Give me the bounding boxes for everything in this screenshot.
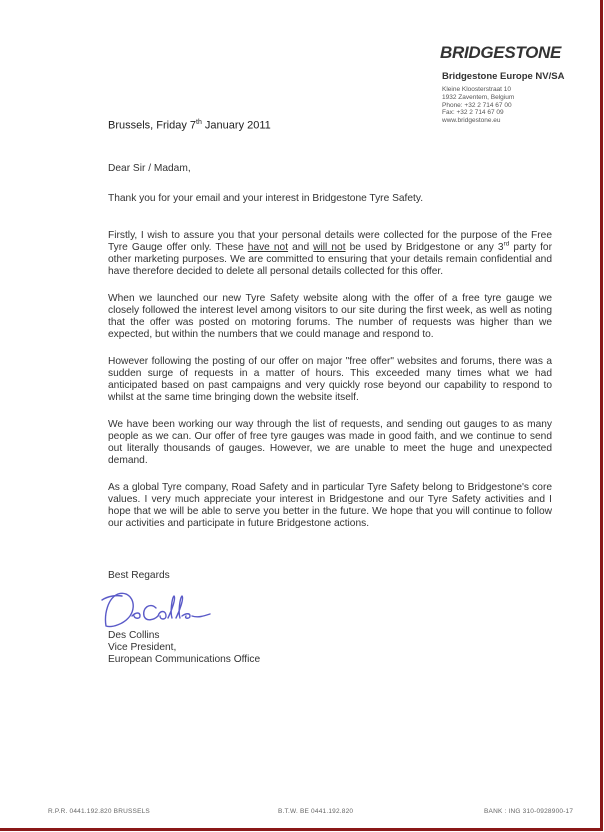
address-fax: Fax: +32 2 714 67 09 [442,109,504,117]
bridgestone-logo: BRIDGESTONE [440,43,562,62]
p1-underline-a: have not [247,242,289,253]
date-suffix: th [196,119,202,126]
paragraph-privacy [108,230,552,278]
letter-date [108,119,271,132]
date-rest: January 2011 [201,119,271,132]
closing: Best Regards [108,570,170,581]
p1-text-d: party for other marketing purposes. We are committed to ensuring that your details remain confidential and have therefore decided to delete all personal details collected for this offer. [108,242,552,277]
address-website: www.bridgestone.eu [442,117,501,125]
p1-text-a: Firstly, I wish to assure you that your personal details were collected for the purpose of the Free Tyre Gauge offer only. These [108,230,552,253]
paragraph-values: As a global Tyre company, Road Safety and in particular Tyre Safety belong to Bridgestone's core values. I very much appreciate your interest in Bridgestone and our Tyre Safety activities and I hope that we will be able to serve you better in the future. We hope that you will continue to follow our activities and participate in future Bridgestone actions. [108,482,552,529]
letter-body [108,163,552,545]
company-name: Bridgestone Europe NV/SA [442,71,565,82]
p1-underline-b: will not [313,242,346,253]
address-phone: Phone: +32 2 714 67 00 [442,101,512,109]
signatory-title: Vice President, [108,642,177,653]
footer-vat: B.T.W. BE 0441.192.820 [278,808,354,815]
signatory-department: European Communications Office [108,654,261,665]
salutation: Dear Sir / Madam, [108,163,191,174]
signatory-block [108,630,260,666]
intro-paragraph: Thank you for your email and your interest in Bridgestone Tyre Safety. [108,193,424,204]
p1-text-b: and [288,242,314,253]
footer-rpr: R.P.R. 0441.192.820 BRUSSELS [48,808,150,815]
company-address [442,86,514,125]
paragraph-progress: We have been working our way through the list of requests, and sending out gauges to as many people as we can. Our offer of free tyre gauges was made in good faith, and we continue to send out literally thousands of gauges. However, we are unable to meet the huge and unexpected demand. [108,419,552,466]
p1-sup: rd [503,240,510,248]
p1-text-c: be used by Bridgestone or any 3 [345,242,504,253]
address-street: Kleine Kloosterstraat 10 [442,86,512,93]
paragraph-surge: However following the posting of our offer on major "free offer" websites and forums, there was a sudden surge of requests in a matter of hours. This exceeded many times what we had anticipated based on past campaigns and very quickly rose beyond our capability to respond to whilst at the same time bringing down the website itself. [108,356,552,403]
signatory-name: Des Collins [108,630,160,641]
date-prefix: Brussels, Friday 7 [108,119,197,132]
address-city: 1932 Zaventem, Belgium [442,93,515,101]
footer-bank: BANK : ING 310-0928900-17 [484,808,574,815]
handwritten-signature [94,586,224,634]
paragraph-launch: When we launched our new Tyre Safety website along with the offer of a free tyre gauge we closely followed the interest level among visitors to our site during the first week, as well as noting that the offer was posted on motoring forums. The number of requests was higher than we expected, but within the numbers that we could manage and respond to. [108,293,552,340]
